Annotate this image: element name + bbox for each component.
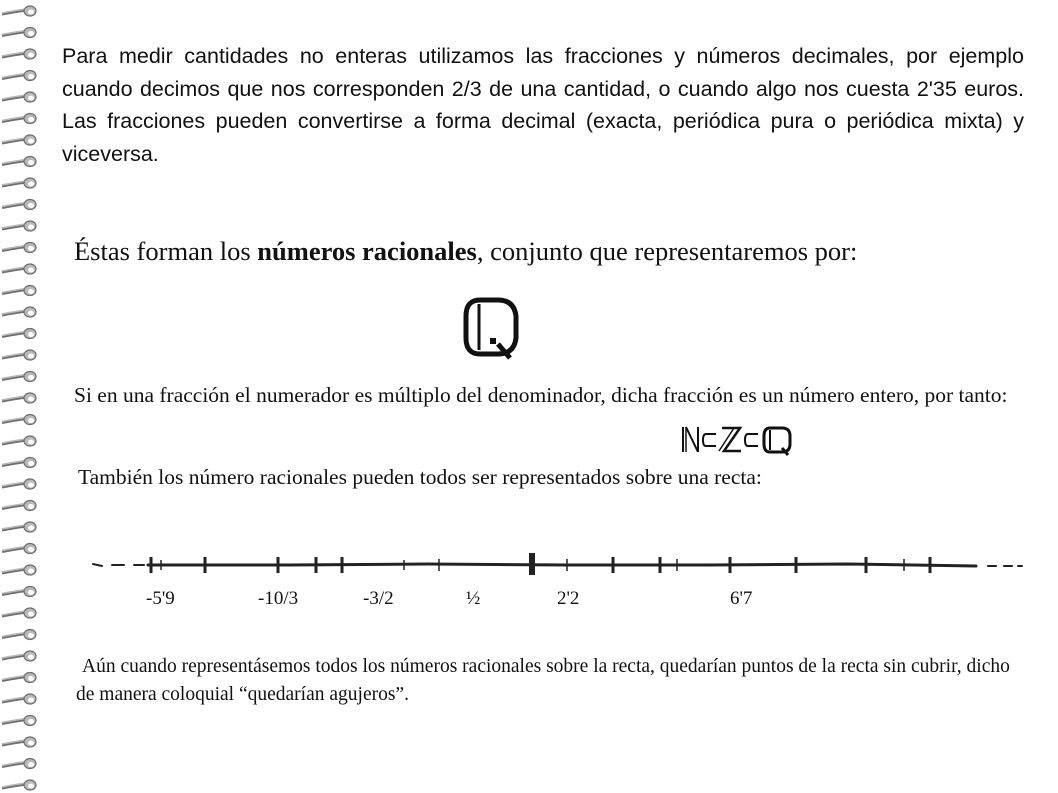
binding-ring <box>2 178 36 188</box>
binding-ring <box>2 694 36 704</box>
binding-ring <box>2 286 36 296</box>
binding-ring <box>2 92 36 102</box>
binding-ring <box>2 114 36 124</box>
binding-ring <box>2 6 36 16</box>
binding-ring <box>2 415 36 425</box>
binding-ring <box>2 780 36 790</box>
binding-ring <box>2 651 36 661</box>
binding-ring <box>2 350 36 360</box>
binding-ring <box>2 759 36 769</box>
number-line <box>88 545 1023 585</box>
label-6-7: 6'7 <box>730 588 753 609</box>
rational-numbers-heading <box>74 233 1034 269</box>
binding-ring <box>2 608 36 618</box>
binding-ring <box>2 329 36 339</box>
binding-ring <box>2 221 36 231</box>
binding-ring <box>2 393 36 403</box>
binding-ring <box>2 135 36 145</box>
heading-text-before: Éstas forman los <box>74 236 258 266</box>
rationals-symbol-icon <box>462 296 528 362</box>
binding-ring <box>2 372 36 382</box>
binding-ring <box>2 264 36 274</box>
binding-ring <box>2 737 36 747</box>
binding-ring <box>2 28 36 38</box>
binding-ring <box>2 544 36 554</box>
binding-ring <box>2 243 36 253</box>
binding-ring <box>2 501 36 511</box>
integer-fraction-paragraph: Si en una fracción el numerador es múltiplo del denominador, dicha fracción es un número entero, por tanto: <box>74 383 1008 407</box>
binding-ring <box>2 565 36 575</box>
binding-ring <box>2 479 36 489</box>
binding-ring <box>2 716 36 726</box>
binding-ring <box>2 307 36 317</box>
intro-paragraph: Para medir cantidades no enteras utilizamos las fracciones y números decimales, por ejemplo cuando decimos que nos corresponden 2/3 de una cantidad, o cuando algo nos cuesta 2'35 euros. Las fracciones pueden convertirse a forma decimal (exacta, periódica pura o periódica mixta) y viceversa. <box>62 44 1024 166</box>
binding-ring <box>2 436 36 446</box>
number-line-intro: También los número racionales pueden todos ser representados sobre una recta: <box>78 465 762 489</box>
binding-ring <box>2 157 36 167</box>
binding-ring <box>2 673 36 683</box>
set-inclusion-icon <box>678 424 798 456</box>
binding-ring <box>2 71 36 81</box>
label-half: ½ <box>466 588 481 609</box>
dash-left-1 <box>93 564 102 566</box>
rational-numbers-term: números racionales <box>257 236 477 266</box>
binding-ring <box>2 630 36 640</box>
binding-ring <box>2 458 36 468</box>
heading-text-after: , conjunto que representaremos por: <box>476 236 858 266</box>
label-neg-10-3: -10/3 <box>258 588 299 609</box>
binding-ring <box>2 587 36 597</box>
binding-ring <box>2 522 36 532</box>
holes-paragraph: Aún cuando representásemos todos los números racionales sobre la recta, quedarían puntos de la recta sin cubrir, dicho de manera coloquial “quedarían agujeros”. <box>76 656 1010 705</box>
label-neg-3-2: -3/2 <box>363 588 394 609</box>
label-neg-5-9: -5'9 <box>146 588 175 609</box>
binding-ring <box>2 49 36 59</box>
binding-ring <box>2 200 36 210</box>
line-main <box>148 564 976 566</box>
label-2-2: 2'2 <box>557 588 580 609</box>
spiral-binding <box>0 0 48 793</box>
